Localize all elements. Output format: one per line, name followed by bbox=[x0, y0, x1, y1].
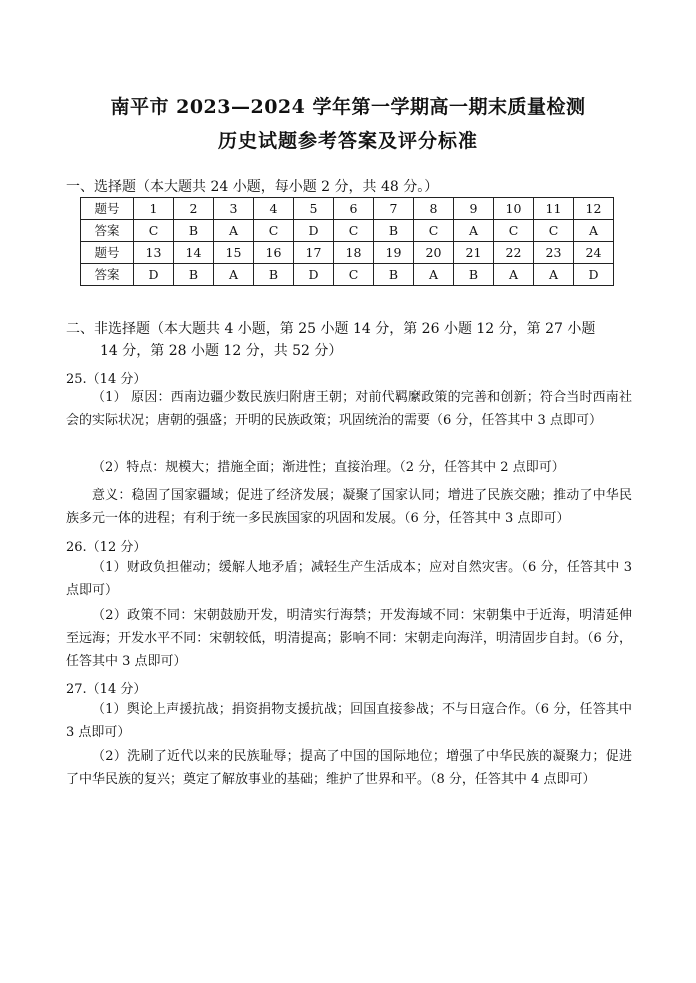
table-cell: C bbox=[334, 220, 374, 242]
table-cell: 21 bbox=[454, 242, 494, 264]
table-cell: 6 bbox=[334, 198, 374, 220]
table-cell: A bbox=[534, 264, 574, 286]
table-cell: 3 bbox=[214, 198, 254, 220]
table-cell: 19 bbox=[374, 242, 414, 264]
table-cell: D bbox=[294, 220, 334, 242]
row-label-answer: 答案 bbox=[81, 220, 134, 242]
section2-heading bbox=[66, 318, 596, 359]
row-label-answer: 答案 bbox=[81, 264, 134, 286]
table-cell: B bbox=[254, 264, 294, 286]
table-row bbox=[81, 264, 614, 286]
section1-heading bbox=[66, 176, 438, 196]
table-cell: A bbox=[454, 220, 494, 242]
table-cell: C bbox=[414, 220, 454, 242]
q27-part1-answer: （1）舆论上声援抗战；捐资捐物支援抗战；回国直接参战；不与日寇合作。（6 分，任答其中 3 点即可） bbox=[66, 702, 632, 740]
table-cell: 16 bbox=[254, 242, 294, 264]
table-cell: 5 bbox=[294, 198, 334, 220]
table-cell: 15 bbox=[214, 242, 254, 264]
table-cell: B bbox=[454, 264, 494, 286]
table-row bbox=[81, 198, 614, 220]
table-cell: C bbox=[494, 220, 534, 242]
page-subtitle: 历史试题参考答案及评分标准 bbox=[217, 130, 478, 152]
table-cell: 18 bbox=[334, 242, 374, 264]
table-cell: 17 bbox=[294, 242, 334, 264]
table-cell: 12 bbox=[574, 198, 614, 220]
table-row bbox=[81, 242, 614, 264]
table-cell: C bbox=[254, 220, 294, 242]
table-cell: 8 bbox=[414, 198, 454, 220]
table-cell: 11 bbox=[534, 198, 574, 220]
table-row bbox=[81, 220, 614, 242]
q26-part2-answer: （2）政策不同：宋朝鼓励开发，明清实行海禁；开发海域不同：宋朝集中于近海，明清延伸至远海；开发水平不同：宋朝较低，明清提高；影响不同：宋朝走向海洋，明清固步自封。（6 分，任答其中 3 点即可） bbox=[66, 608, 632, 669]
question-27-number: 27.（14 分） bbox=[66, 682, 147, 697]
table-cell: 22 bbox=[494, 242, 534, 264]
table-cell: 10 bbox=[494, 198, 534, 220]
multiple-choice-answer-table bbox=[80, 197, 614, 286]
table-cell: 14 bbox=[174, 242, 214, 264]
question-25-number: 25.（14 分） bbox=[66, 372, 147, 387]
table-cell: B bbox=[374, 220, 414, 242]
q27-part2-answer: （2）洗刷了近代以来的民族耻辱；提高了中国的国际地位；增强了中华民族的凝聚力；促进了中华民族的复兴；奠定了解放事业的基础；维护了世界和平。（8 分，任答其中 4 点即可） bbox=[66, 749, 632, 787]
page-title: 南平市 2023—2024 学年第一学期高一期末质量检测 bbox=[110, 96, 586, 118]
section2-heading-line2: 14 分，第 28 小题 12 分，共 52 分） bbox=[100, 343, 343, 359]
table-cell: B bbox=[174, 220, 214, 242]
row-label-question: 题号 bbox=[81, 242, 134, 264]
table-cell: A bbox=[574, 220, 614, 242]
section1-heading-text: 一、选择题（本大题共 24 小题，每小题 2 分，共 48 分。） bbox=[66, 179, 439, 195]
table-cell: 1 bbox=[134, 198, 174, 220]
table-cell: C bbox=[534, 220, 574, 242]
table-cell: 9 bbox=[454, 198, 494, 220]
table-cell: 24 bbox=[574, 242, 614, 264]
table-cell: C bbox=[134, 220, 174, 242]
question-26-number: 26.（12 分） bbox=[66, 540, 147, 555]
table-cell: 23 bbox=[534, 242, 574, 264]
section2-heading-line1: 二、非选择题（本大题共 4 小题，第 25 小题 14 分，第 26 小题 12 分，第 27 小题 bbox=[66, 321, 596, 337]
table-cell: D bbox=[294, 264, 334, 286]
table-cell: B bbox=[174, 264, 214, 286]
row-label-question: 题号 bbox=[81, 198, 134, 220]
table-cell: D bbox=[134, 264, 174, 286]
table-cell: 2 bbox=[174, 198, 214, 220]
table-cell: 13 bbox=[134, 242, 174, 264]
table-cell: A bbox=[494, 264, 534, 286]
q26-part1-answer: （1）财政负担催动；缓解人地矛盾；减轻生产生活成本；应对自然灾害。（6 分，任答其中 3 点即可） bbox=[66, 560, 632, 598]
table-cell: A bbox=[214, 264, 254, 286]
table-cell: 4 bbox=[254, 198, 294, 220]
table-cell: 7 bbox=[374, 198, 414, 220]
table-cell: A bbox=[414, 264, 454, 286]
table-cell: A bbox=[214, 220, 254, 242]
q25-part1-answer: （1） 原因：西南边疆少数民族归附唐王朝；对前代羁縻政策的完善和创新；符合当时西南社会的实际状况；唐朝的强盛；开明的民族政策；巩固统治的需要（6 分，任答其中 3 点即可） bbox=[66, 390, 632, 428]
q25-part2-significance: 意义：稳固了国家疆域；促进了经济发展；凝聚了国家认同；增进了民族交融；推动了中华民族多元一体的进程；有利于统一多民族国家的巩固和发展。（6 分，任答其中 3 点即可） bbox=[66, 488, 632, 526]
table-cell: B bbox=[374, 264, 414, 286]
table-cell: 20 bbox=[414, 242, 454, 264]
table-cell: D bbox=[574, 264, 614, 286]
q25-part2-features: （2）特点：规模大；措施全面；渐进性；直接治理。（2 分，任答其中 2 点即可） bbox=[92, 460, 565, 475]
table-cell: C bbox=[334, 264, 374, 286]
